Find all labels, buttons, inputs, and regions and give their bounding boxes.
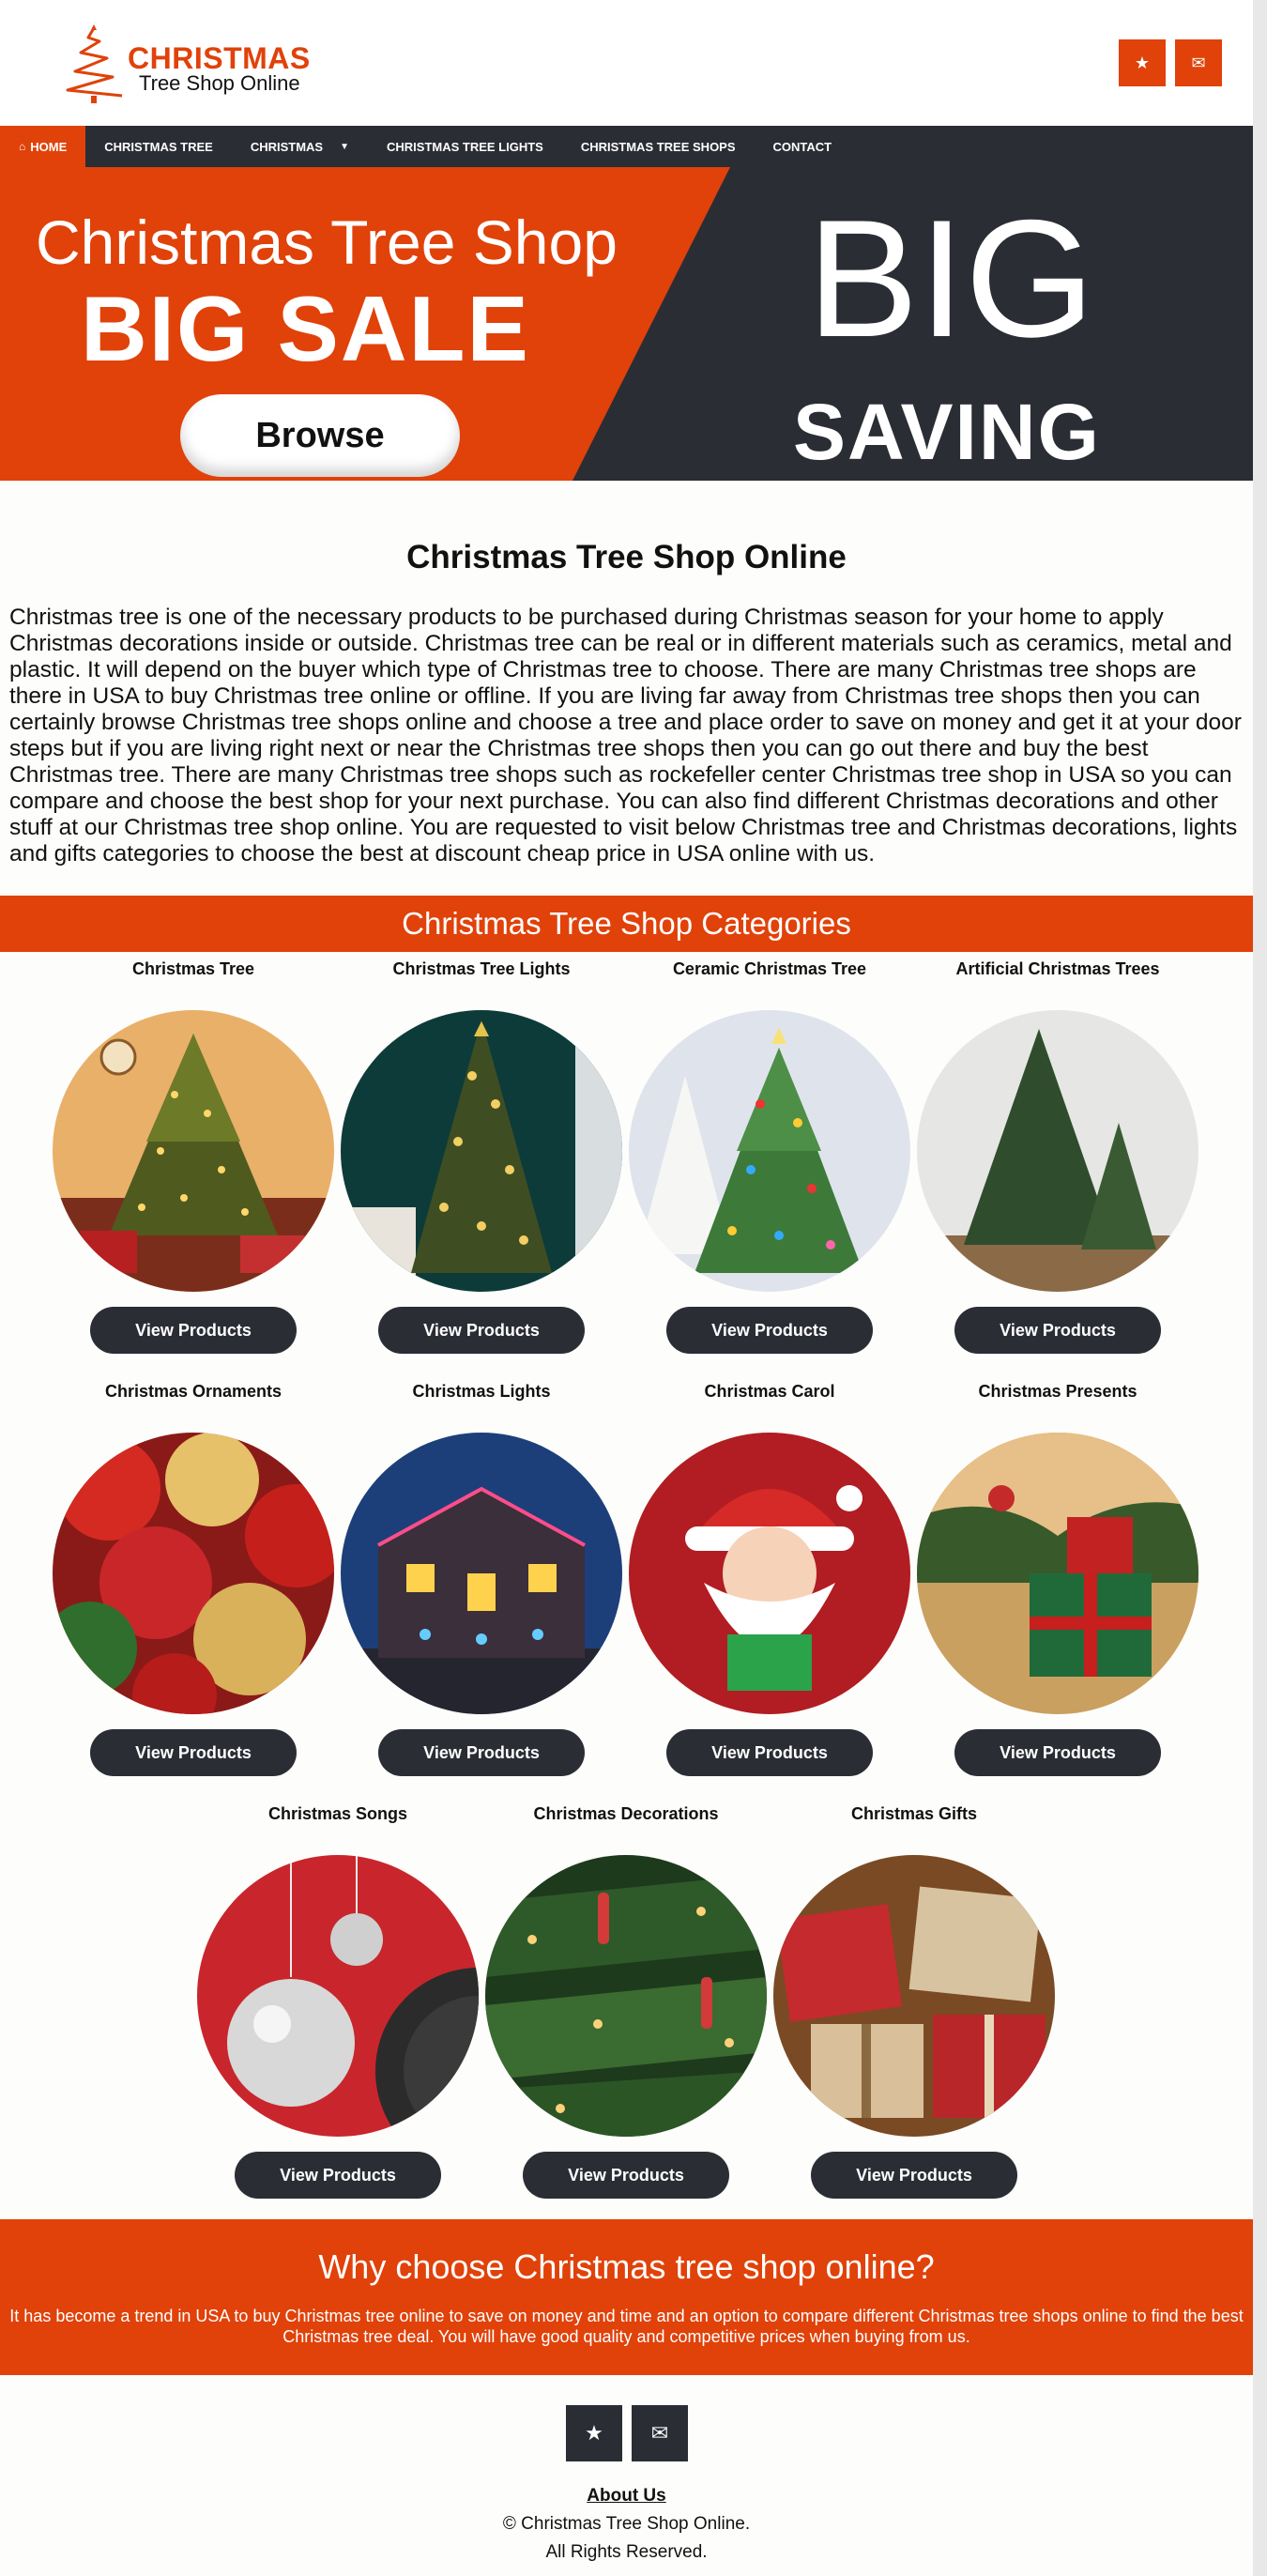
category-name: Christmas Tree Lights [392, 959, 571, 978]
category-name: Christmas Gifts [850, 1804, 978, 1823]
category-image-christmas-tree[interactable] [53, 1010, 334, 1292]
category-name: Christmas Lights [412, 1382, 551, 1401]
why-choose-text: It has become a trend in USA to buy Christmas tree online to save on money and time and an option to compare different Christmas tree shops online to find the best Christmas tree deal. You will have good quality and competitive prices when buying from us. [9, 2307, 1244, 2346]
nav-item-label: CHRISTMAS TREE LIGHTS [387, 139, 543, 154]
about-us-link[interactable]: About Us [587, 2486, 666, 2506]
logo-title: CHRISTMAS [128, 41, 311, 75]
hero-saving-text: SAVING [793, 388, 1101, 476]
hero-big-text: BIG [807, 185, 1095, 372]
mail-icon: ✉ [1191, 53, 1206, 72]
why-choose-section [0, 2219, 1253, 2375]
page-title: Christmas Tree Shop Online [406, 539, 847, 575]
category-grid [0, 952, 1253, 2219]
mail-icon: ✉ [650, 2421, 669, 2445]
view-products-button[interactable]: View Products [666, 1729, 873, 1776]
nav-item-christmas-tree[interactable] [85, 126, 232, 167]
chevron-down-icon: ▼ [340, 141, 349, 152]
category-card [485, 1804, 767, 2199]
nav-item-label: HOME [30, 139, 68, 154]
category-image-ceramic-christmas-tree[interactable] [629, 1010, 910, 1292]
view-products-button[interactable]: View Products [811, 2152, 1017, 2199]
hero-banner[interactable] [0, 167, 1253, 481]
view-products-button[interactable]: View Products [90, 1729, 297, 1776]
nav-item-home[interactable] [0, 126, 85, 167]
category-image-christmas-ornaments[interactable] [53, 1433, 334, 1714]
category-card [197, 1804, 479, 2199]
category-card [341, 1382, 622, 1776]
view-products-button[interactable]: View Products [523, 2152, 729, 2199]
rights-text: All Rights Reserved. [545, 2542, 708, 2562]
category-name: Christmas Decorations [533, 1804, 719, 1823]
category-name: Christmas Presents [978, 1382, 1137, 1401]
category-image-christmas-lights[interactable] [341, 1433, 622, 1714]
hero-sale-text: BIG SALE [81, 277, 530, 380]
category-card [53, 1382, 334, 1776]
site-logo[interactable] [56, 24, 328, 105]
nav-item-label: CHRISTMAS [250, 139, 324, 154]
view-products-button[interactable]: View Products [235, 2152, 441, 2199]
category-image-christmas-carol[interactable] [629, 1433, 910, 1714]
view-products-button[interactable]: View Products [954, 1729, 1161, 1776]
nav-item-label: CHRISTMAS TREE [104, 139, 213, 154]
nav-item-label: CHRISTMAS TREE SHOPS [580, 139, 736, 154]
why-choose-title: Why choose Christmas tree shop online? [318, 2247, 935, 2286]
nav-item-label: CONTACT [772, 139, 832, 154]
logo-subtitle: Tree Shop Online [139, 71, 300, 95]
category-name: Christmas Carol [704, 1382, 835, 1401]
view-products-button[interactable]: View Products [378, 1729, 585, 1776]
category-image-christmas-songs[interactable] [197, 1855, 479, 2137]
categories-heading: Christmas Tree Shop Categories [0, 896, 1253, 952]
category-card [917, 1382, 1198, 1776]
star-icon: ★ [585, 2421, 603, 2445]
nav-item-christmas[interactable] [232, 126, 368, 167]
nav-item-contact[interactable] [755, 126, 851, 167]
category-image-christmas-tree-lights[interactable] [341, 1010, 622, 1292]
view-products-button[interactable]: View Products [378, 1307, 585, 1354]
category-name: Artificial Christmas Trees [955, 959, 1160, 978]
view-products-button[interactable]: View Products [90, 1307, 297, 1354]
home-icon: ⌂ [19, 140, 26, 153]
browse-button[interactable]: Browse [180, 394, 460, 477]
nav-item-christmas-tree-shops[interactable] [562, 126, 755, 167]
header-star-button[interactable] [1119, 39, 1166, 86]
site-header [0, 0, 1253, 126]
nav-item-christmas-tree-lights[interactable] [368, 126, 562, 167]
category-image-christmas-presents[interactable] [917, 1433, 1198, 1714]
main-nav [0, 126, 1253, 167]
site-footer [0, 2375, 1253, 2576]
category-name: Christmas Songs [267, 1804, 408, 1823]
category-card [53, 959, 334, 1354]
category-name: Christmas Tree [131, 959, 255, 978]
category-card [341, 959, 622, 1354]
footer-star-button[interactable] [566, 2405, 622, 2461]
category-image-christmas-gifts[interactable] [773, 1855, 1055, 2137]
header-mail-button[interactable] [1175, 39, 1222, 86]
category-name: Christmas Ornaments [104, 1382, 282, 1401]
tree-logo-icon [56, 24, 131, 105]
copyright-text: © Christmas Tree Shop Online. [502, 2514, 751, 2534]
category-name: Ceramic Christmas Tree [672, 959, 867, 978]
category-image-christmas-decorations[interactable] [485, 1855, 767, 2137]
hero-headline: Christmas Tree Shop [36, 207, 618, 277]
category-card [629, 959, 910, 1354]
view-products-button[interactable]: View Products [954, 1307, 1161, 1354]
page-scrollbar[interactable] [1253, 0, 1267, 2576]
category-card [773, 1804, 1055, 2199]
category-card [629, 1382, 910, 1776]
view-products-button[interactable]: View Products [666, 1307, 873, 1354]
star-icon: ★ [1134, 53, 1151, 72]
intro-text: Christmas tree is one of the necessary products to be purchased during Christmas season for your home to apply Christmas decorations inside or outside. Christmas tree can be real or in different materials such as ceramics, metal and plastic. It will depend on the buyer which type of Christmas tree to choose. There are many Christmas tree shops are there in USA to buy Christmas tree online or offline. If you are living far away from Christmas tree shops then you can certainly browse Christmas tree shops online and choose a tree and place order to save on money and get it at your door steps but if you are living right next or near the Christmas tree shops then you can go out there and buy the best Christmas tree. There are many Christmas tree shops such as rockefeller center Christmas tree shop in USA so you can compare and choose the best shop for your next purchase. You can also find different Christmas decorations and other stuff at our Christmas tree shop online. You are requested to visit below Christmas tree and Christmas decorations, lights and gifts categories to choose the best at discount cheap price in USA online with us. [9, 605, 1242, 866]
intro-section [0, 539, 1253, 867]
category-card [917, 959, 1198, 1354]
footer-mail-button[interactable] [632, 2405, 688, 2461]
category-image-artificial-christmas-trees[interactable] [917, 1010, 1198, 1292]
